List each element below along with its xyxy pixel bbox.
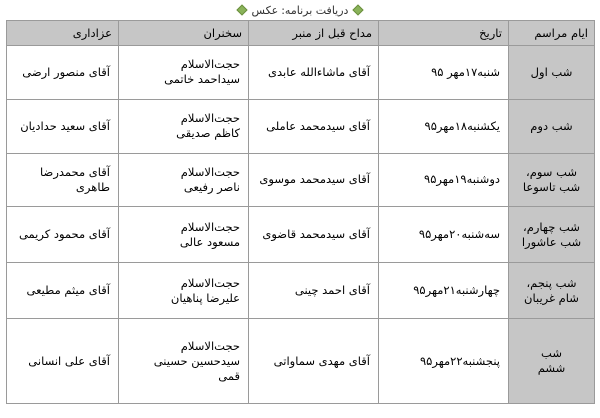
photo-link[interactable]: عکس <box>251 3 279 17</box>
cell-madah: آقاى سیدمحمد موسوى <box>249 153 379 207</box>
table-row <box>7 99 595 153</box>
cell-date: سه‌شنبه۲۰مهر۹۵ <box>379 207 509 263</box>
cell-madah: آقاى سیدمحمد قاضوى <box>249 207 379 263</box>
cell-mourner: آقاى محمدرضا طاهرى <box>7 153 119 207</box>
receive-program-label: دریافت برنامه: <box>281 3 349 17</box>
cell-speaker: حجت‌الاسلام علیرضا پناهیان <box>119 263 249 319</box>
table-row <box>7 153 595 207</box>
cell-night: شب اول <box>509 46 595 100</box>
cell-night: شب سوم، شب تاسوعا <box>509 153 595 207</box>
table-row <box>7 263 595 319</box>
cell-date: دوشنبه۱۹مهر۹۵ <box>379 153 509 207</box>
cell-date: پنجشنبه۲۲مهر۹۵ <box>379 319 509 404</box>
column-header-mourner: عزادارى <box>7 21 119 46</box>
table-row <box>7 319 595 404</box>
cell-date: یکشنبه۱۸مهر۹۵ <box>379 99 509 153</box>
table-row <box>7 207 595 263</box>
cell-speaker: حجت‌الاسلام ناصر رفیعی <box>119 153 249 207</box>
bullet-diamond-icon <box>353 4 364 15</box>
bullet-diamond-icon <box>236 4 247 15</box>
cell-date: شنبه۱۷مهر ۹۵ <box>379 46 509 100</box>
cell-speaker: حجت‌الاسلام مسعود عالی <box>119 207 249 263</box>
cell-madah: آقاى ماشاءالله عابدى <box>249 46 379 100</box>
program-header <box>0 0 600 20</box>
cell-mourner: آقاى سعید حدادیان <box>7 99 119 153</box>
cell-night: شب دوم <box>509 99 595 153</box>
cell-speaker: حجت‌الاسلام کاظم صدیقی <box>119 99 249 153</box>
ceremony-schedule-table <box>6 20 595 404</box>
cell-night: شب پنجم، شام غریبان <box>509 263 595 319</box>
table-row <box>7 46 595 100</box>
cell-night: شب ششم <box>509 319 595 404</box>
cell-night: شب چهارم، شب عاشورا <box>509 207 595 263</box>
cell-speaker: حجت‌الاسلام سیدحسین حسینی قمی <box>119 319 249 404</box>
column-header-date: تاریخ <box>379 21 509 46</box>
table-header-row <box>7 21 595 46</box>
cell-mourner: آقاى میثم مطیعى <box>7 263 119 319</box>
cell-madah: آقاى مهدى سماواتى <box>249 319 379 404</box>
cell-speaker: حجت‌الاسلام سیداحمد خاتمی <box>119 46 249 100</box>
column-header-ceremony-days: ایام مراسم <box>509 21 595 46</box>
cell-madah: آقاى سیدمحمد عاملى <box>249 99 379 153</box>
cell-mourner: آقاى منصور ارضى <box>7 46 119 100</box>
cell-date: چهارشنبه۲۱مهر۹۵ <box>379 263 509 319</box>
column-header-madah: مداح قبل از منبر <box>249 21 379 46</box>
cell-mourner: آقاى محمود کریمى <box>7 207 119 263</box>
cell-madah: آقاى احمد چینى <box>249 263 379 319</box>
cell-mourner: آقاى علی انسانی <box>7 319 119 404</box>
column-header-speaker: سخنران <box>119 21 249 46</box>
